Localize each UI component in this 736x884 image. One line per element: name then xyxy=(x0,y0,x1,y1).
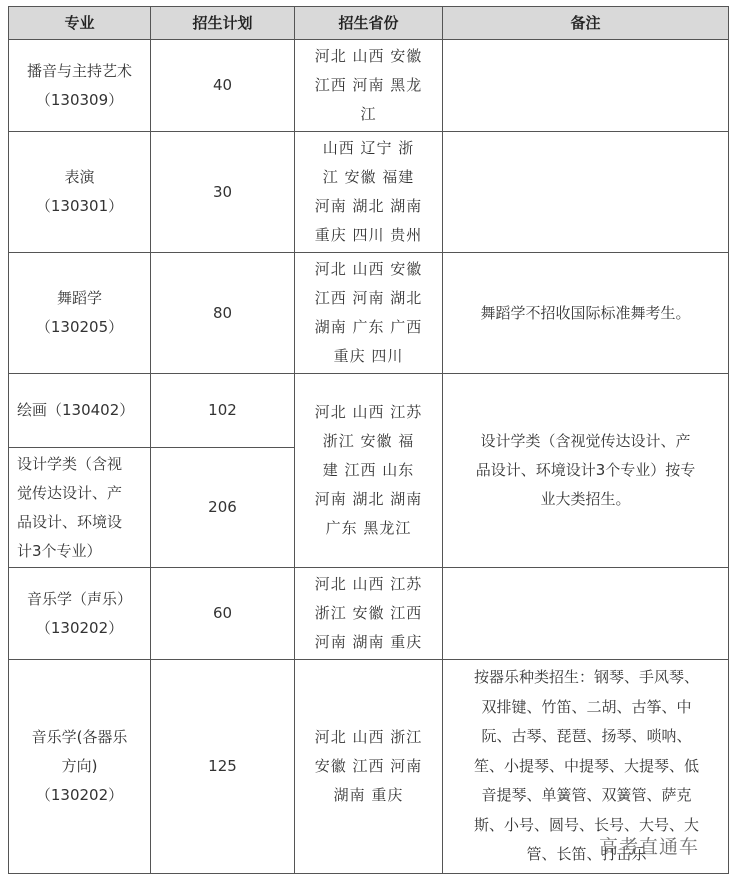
header-plan: 招生计划 xyxy=(151,7,295,40)
major-cell xyxy=(9,374,151,448)
province-line: 广东 黑龙江 xyxy=(325,519,412,537)
table-row xyxy=(9,40,729,132)
major-name: 播音与主持艺术 xyxy=(26,61,132,80)
province-line: 浙江 安徽 江西 xyxy=(314,604,423,622)
note-line: 双排键、竹笛、二胡、古筝、中 xyxy=(481,697,692,716)
province-line: 河北 山西 浙江 xyxy=(314,728,423,746)
major-code: （130202） xyxy=(35,618,124,637)
major-name: 舞蹈学 xyxy=(56,289,102,307)
notes-cell xyxy=(443,132,729,253)
major-cell xyxy=(9,132,151,253)
province-line: 湖南 重庆 xyxy=(333,786,404,804)
plan-cell: 80 xyxy=(151,253,295,374)
note-line: 斯、小号、圆号、长号、大号、大 xyxy=(473,815,699,834)
notes-cell xyxy=(443,40,729,132)
major-name: 计3个专业） xyxy=(17,541,102,560)
note-line: 管、长笛、打击乐 xyxy=(526,845,647,864)
admissions-table xyxy=(8,6,729,874)
table-row xyxy=(9,132,729,253)
province-line: 湖南 广东 广西 xyxy=(314,318,423,336)
major-name: 品设计、环境设 xyxy=(17,512,123,531)
province-line: 重庆 四川 xyxy=(333,347,404,365)
major-name: 设计学类（含视 xyxy=(17,454,123,473)
major-name: 绘画（130402） xyxy=(17,401,135,419)
header-major: 专业 xyxy=(9,7,151,40)
plan-cell: 40 xyxy=(151,40,295,132)
table-row xyxy=(9,253,729,374)
note-line: 舞蹈学不招收国际标准舞考生。 xyxy=(480,303,691,322)
provinces-cell xyxy=(295,253,443,374)
province-line: 河北 山西 江苏 xyxy=(314,575,423,593)
major-cell xyxy=(9,568,151,660)
province-line: 河南 湖北 湖南 xyxy=(314,197,423,215)
major-name: 方向) xyxy=(61,757,98,775)
provinces-cell xyxy=(295,660,443,874)
major-cell xyxy=(9,40,151,132)
province-line: 浙江 安徽 福 xyxy=(322,432,415,450)
provinces-cell xyxy=(295,568,443,660)
header-row xyxy=(9,7,729,40)
watermark: 高考直通车 xyxy=(599,836,700,858)
major-code: （130301） xyxy=(35,197,124,215)
plan-cell: 60 xyxy=(151,568,295,660)
province-line: 江 安徽 福建 xyxy=(322,168,415,186)
notes-cell xyxy=(443,253,729,374)
province-line: 山西 辽宁 浙 xyxy=(322,139,415,157)
header-provinces: 招生省份 xyxy=(295,7,443,40)
plan-cell: 125 xyxy=(151,660,295,874)
major-cell xyxy=(9,448,151,568)
province-line: 安徽 江西 河南 xyxy=(314,757,423,775)
province-line: 河北 山西 安徽 xyxy=(314,260,423,278)
plan-cell: 30 xyxy=(151,132,295,253)
note-line: 按器乐种类招生：钢琴、手风琴、 xyxy=(473,667,699,686)
table-row xyxy=(9,568,729,660)
major-name: 觉传达设计、产 xyxy=(17,483,123,502)
province-line: 江西 河南 湖北 xyxy=(314,289,423,307)
major-name: 音乐学(各器乐 xyxy=(31,728,128,746)
province-line: 河北 山西 江苏 xyxy=(314,403,423,421)
note-line: 阮、古琴、琵琶、扬琴、唢呐、 xyxy=(481,727,692,746)
plan-cell: 206 xyxy=(151,448,295,568)
province-line: 河北 山西 安徽 xyxy=(314,47,423,65)
provinces-cell xyxy=(295,40,443,132)
province-line: 河南 湖南 重庆 xyxy=(314,633,423,651)
header-notes: 备注 xyxy=(443,7,729,40)
note-line: 品设计、环境设计3个专业）按专 xyxy=(475,461,696,479)
major-cell xyxy=(9,660,151,874)
notes-cell xyxy=(443,568,729,660)
note-line: 音提琴、单簧管、双簧管、萨克 xyxy=(481,786,692,805)
province-line: 江 xyxy=(360,105,377,123)
major-name: 表演 xyxy=(64,168,95,186)
major-code: （130205） xyxy=(35,318,124,336)
province-line: 河南 湖北 湖南 xyxy=(314,490,423,508)
note-line: 笙、小提琴、中提琴、大提琴、低 xyxy=(473,756,699,775)
province-line: 重庆 四川 贵州 xyxy=(314,226,423,244)
note-line: 设计学类（含视觉传达设计、产 xyxy=(480,432,691,450)
provinces-cell xyxy=(295,132,443,253)
major-cell xyxy=(9,253,151,374)
table-row xyxy=(9,374,729,448)
note-line: 业大类招生。 xyxy=(540,490,631,508)
provinces-cell xyxy=(295,374,443,568)
notes-cell xyxy=(443,374,729,568)
major-code: （130202） xyxy=(35,786,124,804)
major-code: （130309） xyxy=(35,90,124,109)
province-line: 江西 河南 黑龙 xyxy=(314,76,423,94)
major-name: 音乐学（声乐） xyxy=(26,589,132,608)
plan-cell: 102 xyxy=(151,374,295,448)
province-line: 建 江西 山东 xyxy=(322,461,415,479)
